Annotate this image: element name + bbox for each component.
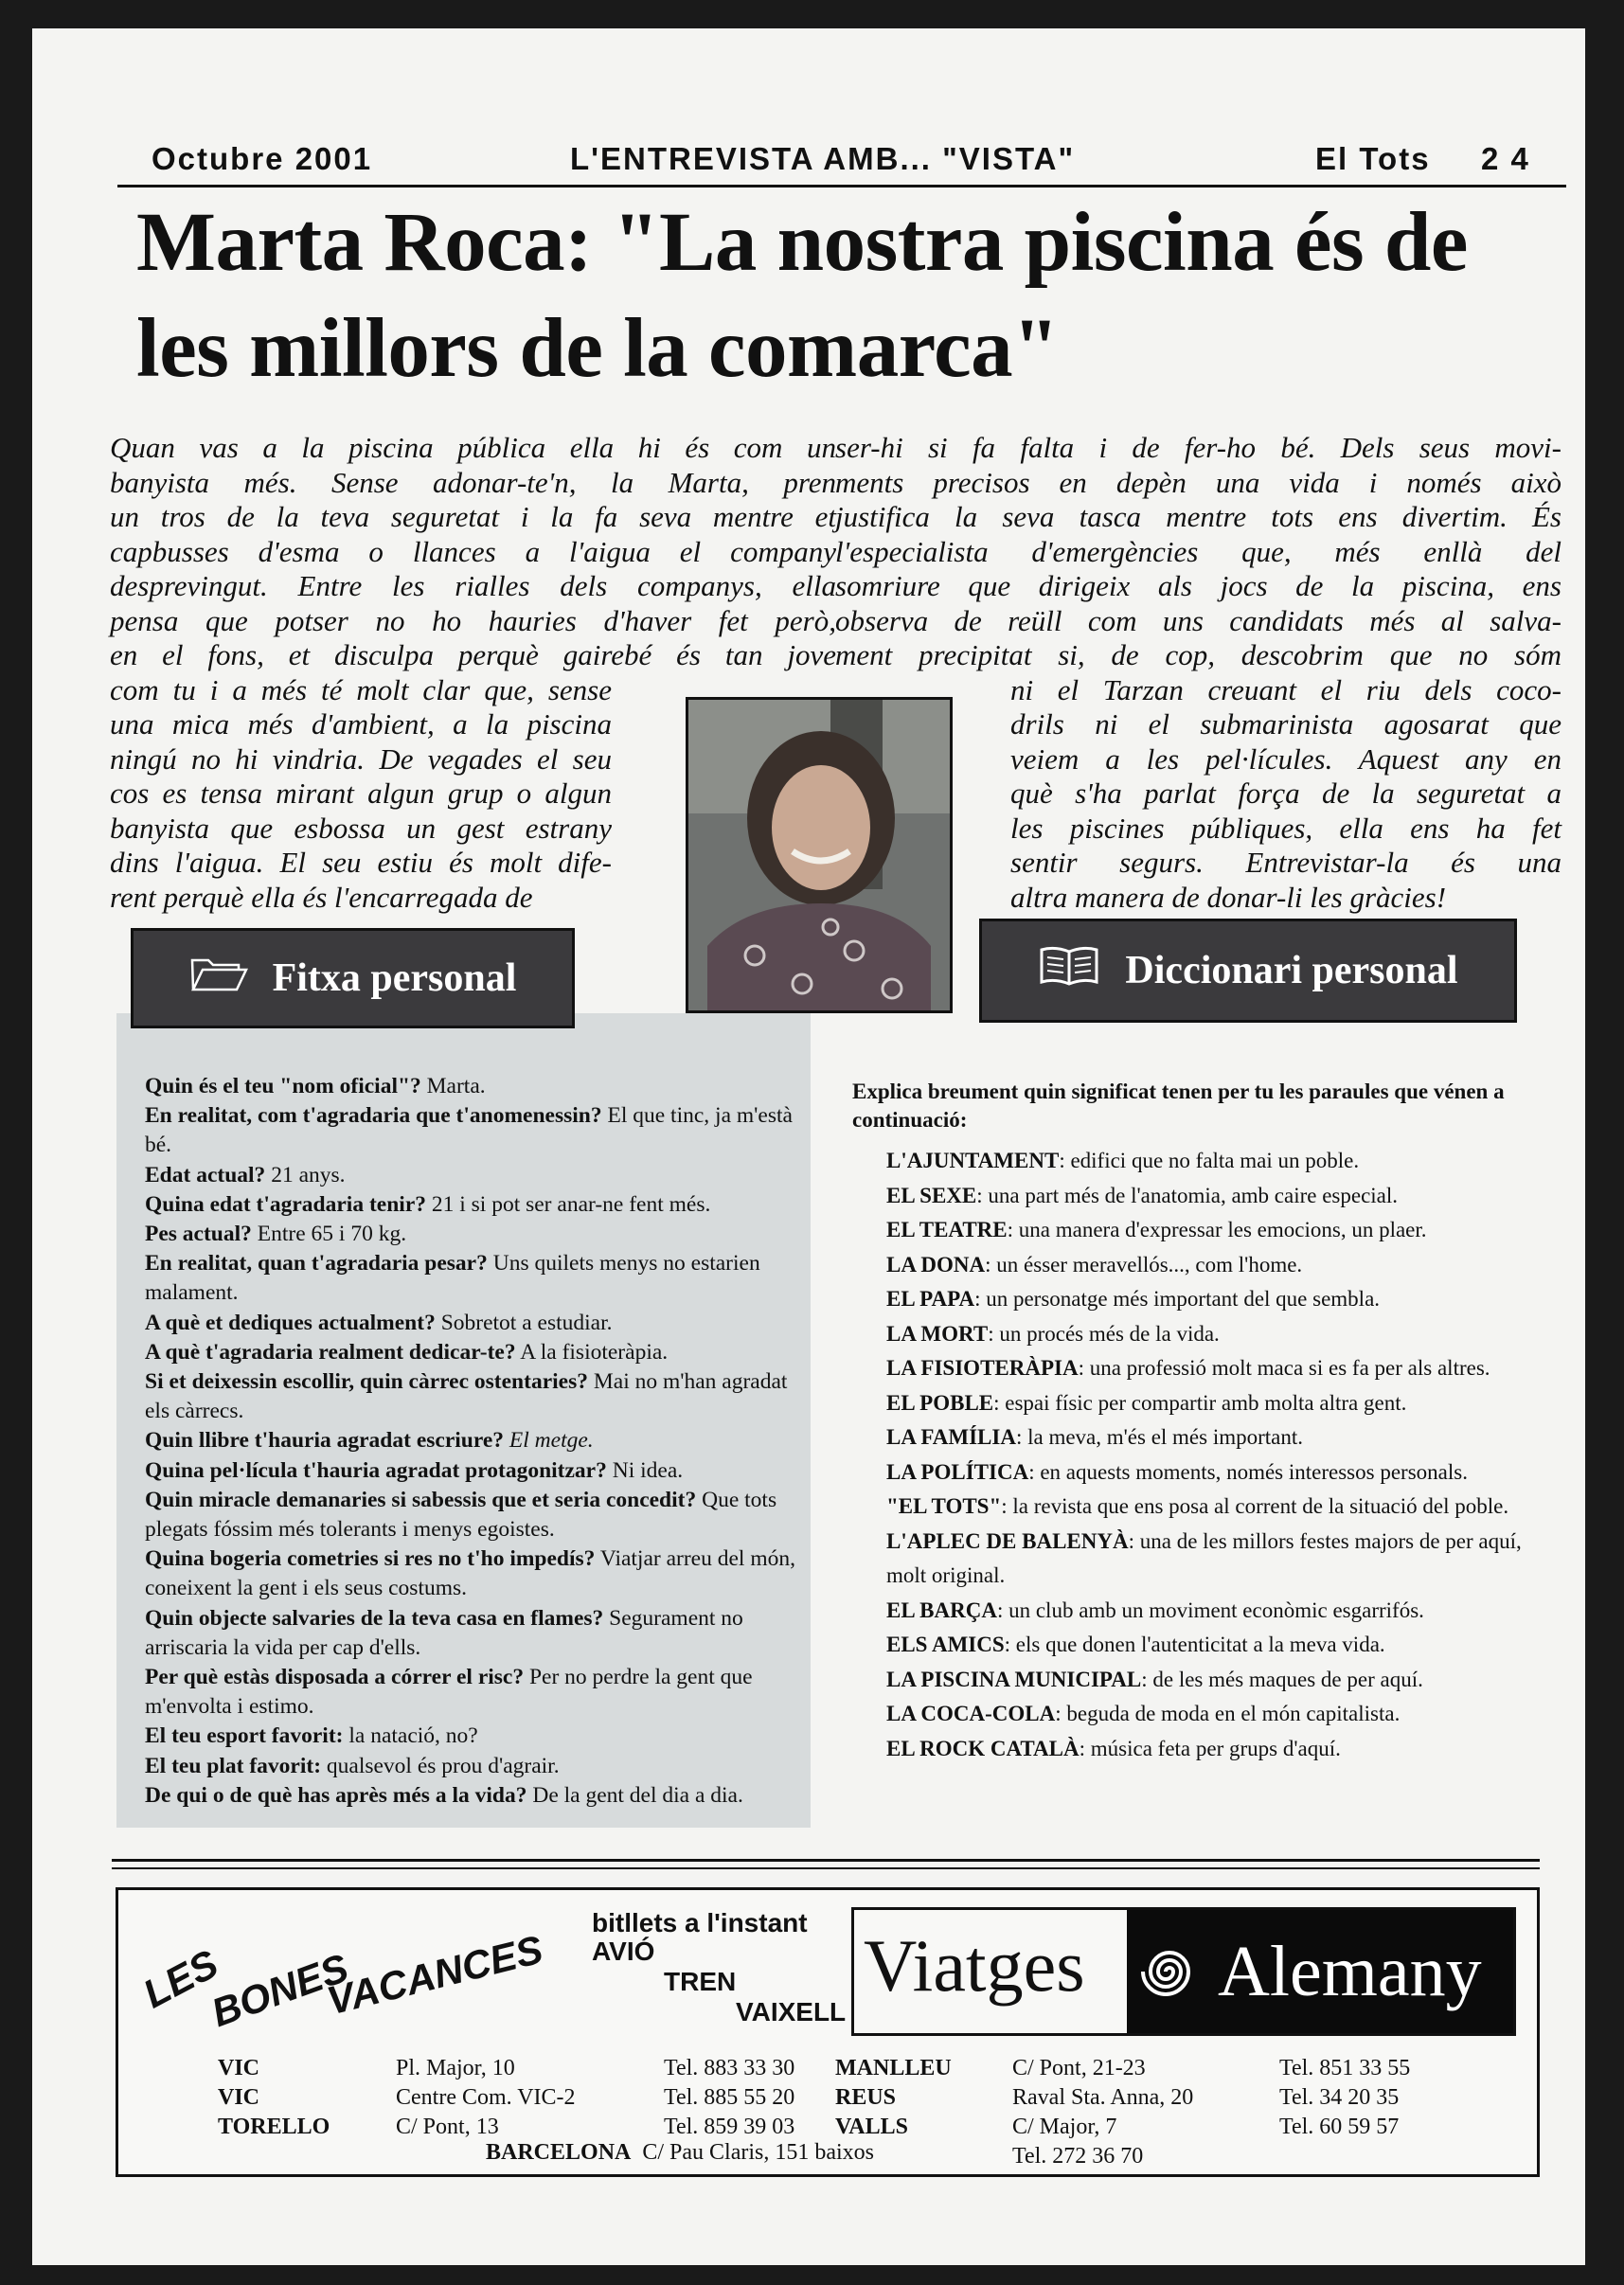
diccionari-term: ELS AMICS [886, 1633, 1005, 1656]
diccionari-entry [852, 1213, 1534, 1248]
diccionari-personal-box [841, 1013, 1544, 1837]
diccionari-term: LA PISCINA MUNICIPAL [886, 1667, 1142, 1691]
fitxa-entry [145, 1309, 795, 1338]
fitxa-question: El teu esport favorit: [145, 1723, 344, 1749]
diccionari-definition: : espai físic per compartir amb molta altra gent. [993, 1390, 1407, 1415]
diccionari-entry [852, 1490, 1534, 1525]
publication-name: El Tots [1315, 141, 1431, 176]
folder-icon [189, 955, 248, 1003]
fitxa-question: Quin és el teu "nom oficial"? [145, 1074, 421, 1098]
diccionari-entry [852, 1351, 1534, 1386]
diccionari-definition: : beguda de moda en el món capitalista. [1055, 1702, 1401, 1725]
divider-line [112, 1859, 1540, 1862]
diccionari-entry [852, 1248, 1534, 1283]
fitxa-entry [145, 1544, 795, 1603]
fitxa-personal-box [116, 1013, 811, 1828]
intro-line: en el fons, et disculpa perquè gairebé és tan jove [110, 638, 836, 671]
diccionari-definition: : un personatge més important del que sembla. [974, 1287, 1381, 1311]
transport-vaixell: VAIXELL [736, 1997, 847, 2026]
diccionari-entry [852, 1386, 1534, 1421]
logo-word-bones: BONES [205, 1944, 354, 2036]
addresses-left: Pl. Major, 10 Centre Com. VIC-2 C/ Pont, 13 [396, 2056, 576, 2139]
fitxa-question: En realitat, quan t'agradaria pesar? [145, 1251, 488, 1276]
book-icon [1038, 944, 1100, 998]
fitxa-answer: la natació, no? [343, 1723, 478, 1749]
barcelona-address: C/ Pau Claris, 151 baixos [642, 2140, 875, 2165]
fitxa-answer: Entre 65 i 70 kg. [251, 1222, 407, 1247]
fitxa-entry [145, 1367, 795, 1426]
diccionari-definition: : una professió molt maca si es fa per als altres. [1078, 1356, 1490, 1380]
diccionari-entry [852, 1663, 1534, 1698]
intro-line: rent perquè ella és l'encarregada de [110, 880, 533, 914]
diccionari-intro: Explica breument quin significat tenen per tu les paraules que vénen a continuació: [852, 1080, 1505, 1132]
fitxa-answer: Segurament no arriscaria la vida per cap d'ells. [145, 1605, 743, 1660]
fitxa-entry [145, 1101, 795, 1160]
intro-line: sentir segurs. Entrevistar-la és una [1010, 846, 1562, 879]
diccionari-term: LA DONA [886, 1252, 986, 1276]
intro-line: ni el Tarzan creuant el riu dels coco- [1010, 672, 1562, 706]
fitxa-entry [145, 1604, 795, 1663]
fitxa-entry [145, 1663, 795, 1722]
fitxa-question: Quina bogeria cometries si res no t'ho impedís? [145, 1546, 596, 1572]
diccionari-term: EL POBLE [886, 1390, 994, 1415]
intro-line: Quan vas a la piscina pública ella hi és com un [110, 431, 836, 464]
fitxa-answer: A la fisioteràpia. [515, 1339, 669, 1365]
diccionari-term: EL SEXE [886, 1183, 977, 1207]
fitxa-question: A què et dediques actualment? [145, 1310, 436, 1335]
diccionari-term: "EL TOTS" [886, 1494, 1002, 1518]
diccionari-definition: : la meva, m'és el més important. [1015, 1425, 1304, 1449]
diccionari-definition: : música feta per grups d'aquí. [1079, 1736, 1341, 1760]
diccionari-definition: : els que donen l'autenticitat a la meva vida. [1004, 1633, 1385, 1656]
fitxa-question: Quin llibre t'hauria agradat escriure? [145, 1428, 505, 1454]
fitxa-entry [145, 1486, 795, 1544]
cities-right: MANLLEU REUS VALLS [835, 2056, 952, 2139]
spiral-icon [1138, 1940, 1201, 2003]
diccionari-definition: : un ésser meravellós..., com l'home. [985, 1252, 1303, 1276]
fitxa-question: Pes actual? [145, 1222, 252, 1247]
intro-line: altra manera de donar-li les gràcies! [1010, 880, 1447, 914]
portrait-photo [686, 697, 953, 1013]
diccionari-term: LA COCA-COLA [886, 1702, 1056, 1725]
fitxa-question: Quina edat t'agradaria tenir? [145, 1191, 426, 1217]
diccionari-entry [852, 1144, 1534, 1179]
diccionari-definition: : una part més de l'anatomia, amb caire especial. [976, 1183, 1399, 1207]
intro-line: desprevingut. Entre les rialles dels companys, ella [110, 569, 836, 602]
fitxa-answer: Sobretot a estudiar. [435, 1310, 613, 1335]
diccionari-definition: : edifici que no falta mai un poble. [1059, 1149, 1360, 1172]
fitxa-heading-label: Fitxa personal [272, 956, 517, 1000]
fitxa-question: Si et deixessin escollir, quin càrrec ostentaries? [145, 1369, 588, 1395]
diccionari-definition: : en aquests moments, només interessos personals. [1028, 1459, 1468, 1484]
diccionari-entry [852, 1628, 1534, 1663]
logo-word-les: LES [135, 1940, 225, 2017]
fitxa-answer: Que tots plegats fóssim més tolerants i menys egoistes. [145, 1487, 777, 1543]
fitxa-entry [145, 1190, 795, 1220]
diccionari-entry [852, 1697, 1534, 1732]
fitxa-entry [145, 1161, 795, 1190]
fitxa-answer: Per no perdre la gent que m'envolta i estimo. [145, 1665, 753, 1720]
fitxa-entry [145, 1220, 795, 1249]
intro-line: ment precipitat si, de cop, descobrim que no sóm [835, 638, 1562, 671]
diccionari-personal-heading [979, 919, 1517, 1023]
fitxa-question: Edat actual? [145, 1162, 266, 1187]
intro-line: justifica la seva tasca mentre tots ens divertim. És [835, 500, 1562, 533]
intro-line: drils ni el submarinista agosarat que [1010, 707, 1562, 741]
logo-word-vacances: VACANCES [322, 1926, 547, 2024]
diccionari-definition: : la revista que ens posa al corrent de la situació del poble. [1001, 1494, 1509, 1518]
diccionari-entry [852, 1420, 1534, 1455]
intro-line: ningú no hi vindria. De vegades el seu [110, 741, 612, 776]
diccionari-term: LA MORT [886, 1321, 989, 1346]
diccionari-entry [852, 1317, 1534, 1352]
diccionari-term: L'AJUNTAMENT [886, 1149, 1060, 1172]
diccionari-entry [852, 1594, 1534, 1629]
fitxa-answer: Ni idea. [606, 1457, 684, 1483]
diccionari-entry [852, 1525, 1534, 1594]
fitxa-entry [145, 1781, 795, 1811]
magazine-page [32, 28, 1585, 2265]
fitxa-entry [145, 1338, 795, 1367]
intro-line: ser-hi si fa falta i de fer-ho bé. Dels seus movi- [835, 431, 1562, 464]
phones-left: Tel. 883 33 30 Tel. 885 55 20 Tel. 859 39 03 [664, 2056, 795, 2139]
fitxa-answer: El que tinc, ja m'està bé. [145, 1103, 793, 1158]
fitxa-answer: El metge. [504, 1428, 594, 1454]
intro-line: una mica més d'ambient, a la piscina [110, 707, 612, 741]
fitxa-entry [145, 1249, 795, 1308]
diccionari-definition: : de les més maques de per aquí. [1141, 1667, 1423, 1691]
intro-line: ments precisos en depèn una vida i només això [835, 465, 1562, 499]
intro-line: banyista més. Sense adonar-te'n, la Marta, pren [110, 465, 836, 499]
fitxa-answer: qualsevol és prou d'agrair. [321, 1753, 560, 1778]
fitxa-question: A què t'agradaria realment dedicar-te? [145, 1339, 516, 1365]
intro-line: veiem a les pel·lícules. Aquest any en [1010, 741, 1562, 776]
fitxa-answer: De la gent del dia a dia. [526, 1782, 743, 1808]
fitxa-personal-heading [131, 928, 575, 1028]
fitxa-question: Quin miracle demanaries si sabessis que et seria concedit? [145, 1487, 697, 1512]
brand-viatges: Viatges [864, 1924, 1085, 2007]
intro-line: observa de reüll com uns candidats més al salva- [835, 603, 1562, 637]
intro-line: què s'ha parlat força de la seguretat a [1010, 777, 1562, 810]
fitxa-question: De qui o de què has après més a la vida? [145, 1782, 527, 1808]
diccionari-entry [852, 1455, 1534, 1491]
fitxa-question: Quina pel·lícula t'hauria agradat protagonitzar? [145, 1457, 607, 1483]
diccionari-definition: : una manera d'expressar les emocions, un plaer. [1007, 1218, 1427, 1241]
diccionari-term: EL PAPA [886, 1287, 975, 1311]
barcelona-city: BARCELONA [486, 2140, 632, 2165]
intro-line: un tros de la teva seguretat i la fa seva mentre et [110, 500, 836, 533]
intro-line: banyista que esbossa un gest estrany [110, 811, 612, 845]
intro-line: dins l'aigua. El seu estiu és molt dife- [110, 846, 612, 879]
diccionari-definition: : un club amb un moviment econòmic esgarrifós. [996, 1598, 1424, 1622]
diccionari-term: LA POLÍTICA [886, 1459, 1029, 1484]
diccionari-definition: : un procés més de la vida. [988, 1321, 1220, 1346]
diccionari-term: EL TEATRE [886, 1218, 1008, 1241]
fitxa-question: Quin objecte salvaries de la teva casa en flames? [145, 1605, 604, 1631]
fitxa-question: Per què estàs disposada a córrer el risc? [145, 1665, 525, 1690]
diccionari-definition: : una de les millors festes majors de per aquí, molt original. [886, 1528, 1522, 1587]
fitxa-entry [145, 1456, 795, 1486]
transport-avio: AVIÓ [592, 1937, 655, 1966]
fitxa-question: En realitat, com t'agradaria que t'anomenessin? [145, 1103, 602, 1129]
section-title: L'ENTREVISTA AMB... "VISTA" [570, 141, 1076, 176]
intro-line: pensa que potser no ho hauries d'haver fet però, [110, 603, 836, 637]
travel-agency-ad [116, 1887, 1540, 2177]
fitxa-answer: Mai no m'han agradat els càrrecs. [145, 1369, 788, 1424]
fitxa-answer: Viatjar arreu del món, coneixent la gent i els seus costums. [145, 1546, 795, 1601]
fitxa-answer: 21 i si pot ser anar-ne fent més. [426, 1191, 711, 1217]
diccionari-term: EL ROCK CATALÀ [886, 1736, 1080, 1760]
intro-line: l'especialista d'emergències que, més enllà del [835, 534, 1562, 568]
barcelona-office [486, 2140, 874, 2166]
diccionari-entry [852, 1732, 1534, 1767]
diccionari-entry [852, 1282, 1534, 1317]
fitxa-answer: Uns quilets menys no estarien malament. [145, 1251, 760, 1306]
viatges-alemany-logo [851, 1907, 1516, 2036]
intro-line: cos es tensa mirant algun grup o algun [110, 777, 612, 810]
fitxa-answer: Marta. [420, 1074, 486, 1098]
divider-line [112, 1867, 1540, 1869]
fitxa-entry [145, 1072, 795, 1101]
phones-right: Tel. 851 33 55 Tel. 34 20 35 Tel. 60 59 57 [1279, 2056, 1411, 2139]
bitllets-tagline: bitllets a l'instant [592, 1908, 808, 1937]
intro-line: capbusses d'esma o llances a l'aigua el company [110, 534, 836, 568]
fitxa-entry [145, 1426, 795, 1455]
issue-date: Octubre 2001 [152, 141, 373, 176]
fitxa-entry [145, 1752, 795, 1781]
intro-line: les piscines públiques, ella ens ha fet [1010, 811, 1562, 845]
article-title: Marta Roca: "La nostra piscina és de les millors de la comarca" [136, 196, 1468, 395]
intro-line: com tu i a més té molt clar que, sense [110, 672, 612, 706]
intro-line: somriure que dirigeix als jocs de la piscina, ens [835, 569, 1562, 602]
diccionari-heading-label: Diccionari personal [1125, 949, 1458, 992]
addresses-right: C/ Pont, 21-23 Raval Sta. Anna, 20 C/ Major, 7 Tel. 272 36 70 [1012, 2056, 1194, 2169]
cities-left: VIC VIC TORELLO [218, 2056, 330, 2139]
brand-alemany: Alemany [1218, 1931, 1482, 2011]
page-number: 2 4 [1481, 141, 1530, 176]
diccionari-term: LA FISIOTERÀPIA [886, 1356, 1079, 1380]
fitxa-entry [145, 1722, 795, 1751]
diccionari-entry [852, 1179, 1534, 1214]
diccionari-term: EL BARÇA [886, 1598, 997, 1622]
fitxa-answer: 21 anys. [265, 1162, 346, 1187]
diccionari-term: L'APLEC DE BALENYÀ [886, 1528, 1129, 1553]
fitxa-question: El teu plat favorit: [145, 1753, 322, 1778]
page-header [117, 118, 1566, 187]
transport-tren: TREN [664, 1967, 737, 1996]
diccionari-term: LA FAMÍLIA [886, 1425, 1016, 1449]
